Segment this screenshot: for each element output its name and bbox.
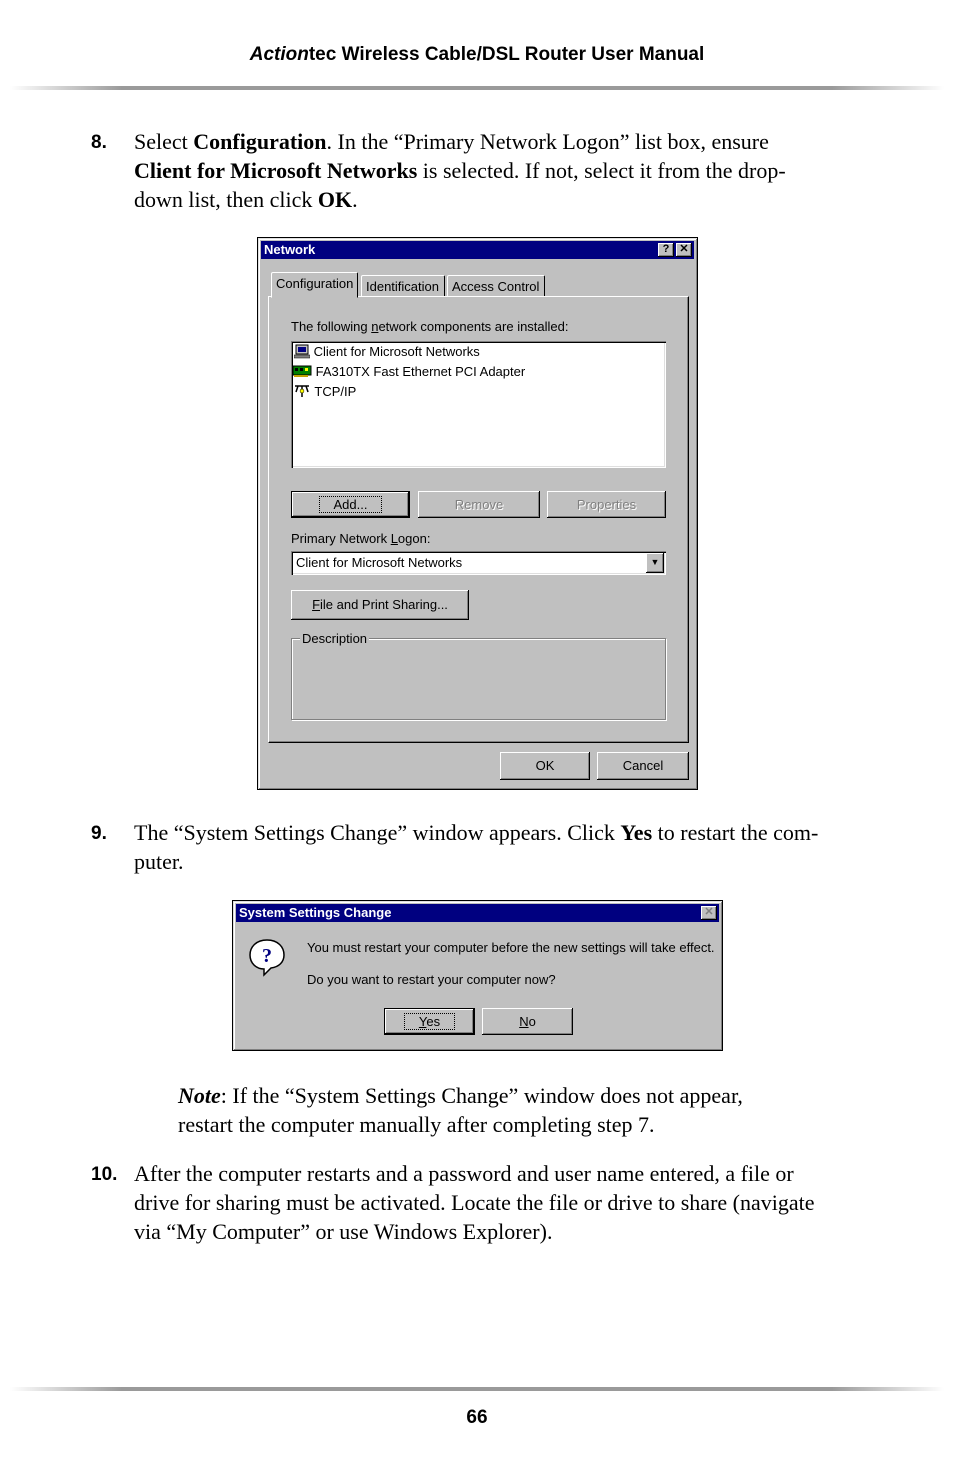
svg-text:?: ?: [262, 945, 272, 967]
network-title: Network: [264, 242, 316, 257]
primary-logon-select[interactable]: [291, 551, 666, 575]
list-item[interactable]: Client for Microsoft Networks: [294, 344, 480, 359]
file-print-sharing-button[interactable]: File and Print Sharing...: [291, 590, 469, 620]
no-button[interactable]: No: [482, 1008, 573, 1035]
step-8-number: 8.: [91, 132, 107, 153]
note-text: Note: If the “System Settings Change” window does not appear, restart the computer manually after completing step 7.: [178, 1083, 743, 1137]
ssc-title: System Settings Change: [239, 905, 392, 920]
description-label: Description: [302, 631, 368, 646]
network-dialog: [257, 237, 698, 790]
network-adapter-icon: [292, 364, 312, 378]
list-item[interactable]: TCP/IP: [293, 384, 356, 399]
step-10-number: 10.: [91, 1164, 118, 1185]
ssc-message-2: Do you want to restart your computer now?: [307, 972, 556, 987]
help-icon[interactable]: ?: [658, 243, 674, 257]
client-computer-icon: [294, 344, 310, 359]
ssc-title-bar: [236, 904, 719, 922]
yes-button[interactable]: Yes: [384, 1008, 475, 1035]
header-title: tec Wireless Cable/DSL Router User Manual: [308, 44, 705, 65]
installed-components-label: The following network components are installed:: [291, 319, 569, 334]
protocol-icon: [293, 384, 311, 398]
ok-button[interactable]: OK: [500, 752, 590, 780]
remove-button[interactable]: Remove: [418, 491, 540, 518]
add-button[interactable]: Add...: [291, 491, 410, 518]
properties-button[interactable]: Properties: [547, 491, 666, 518]
tab-identification[interactable]: Identification: [361, 275, 445, 296]
step-10-text: After the computer restarts and a password and user name entered, a file or drive for sharing must be activated. Locate the file or drive to share (navigate via “My Computer” or use Windows Explorer).: [134, 1161, 815, 1244]
primary-logon-value: Client for Microsoft Networks: [296, 555, 463, 570]
primary-logon-label: Primary Network Logon:: [291, 531, 431, 546]
footer-rule: [10, 1387, 944, 1391]
step-9-number: 9.: [91, 823, 107, 844]
close-icon[interactable]: ✕: [701, 906, 717, 920]
step-8-text: Select Configuration. In the “Primary Network Logon” list box, ensure Client for Microsoft Networks is selected. If not, select it from the drop- down list, then click OK.: [134, 129, 786, 212]
chevron-down-icon[interactable]: ▼: [646, 553, 664, 573]
list-item[interactable]: FA310TX Fast Ethernet PCI Adapter: [292, 364, 525, 379]
components-list[interactable]: [291, 341, 666, 468]
close-icon[interactable]: ✕: [676, 243, 692, 257]
tab-access-control[interactable]: Access Control: [447, 275, 545, 296]
page-header: [0, 44, 954, 66]
header-brand-italic: Action: [249, 44, 309, 65]
question-icon: [247, 937, 287, 977]
tab-configuration[interactable]: Configuration: [271, 272, 358, 298]
ssc-message-1: You must restart your computer before the new settings will take effect.: [307, 940, 715, 955]
step-9-text: The “System Settings Change” window appears. Click Yes to restart the com- puter.: [134, 820, 819, 874]
network-title-bar: [261, 241, 694, 259]
page-number: 66: [466, 1407, 488, 1428]
description-group: [291, 638, 666, 720]
cancel-button[interactable]: Cancel: [597, 752, 689, 780]
header-rule: [10, 86, 944, 90]
system-settings-change-dialog: [232, 900, 723, 1051]
